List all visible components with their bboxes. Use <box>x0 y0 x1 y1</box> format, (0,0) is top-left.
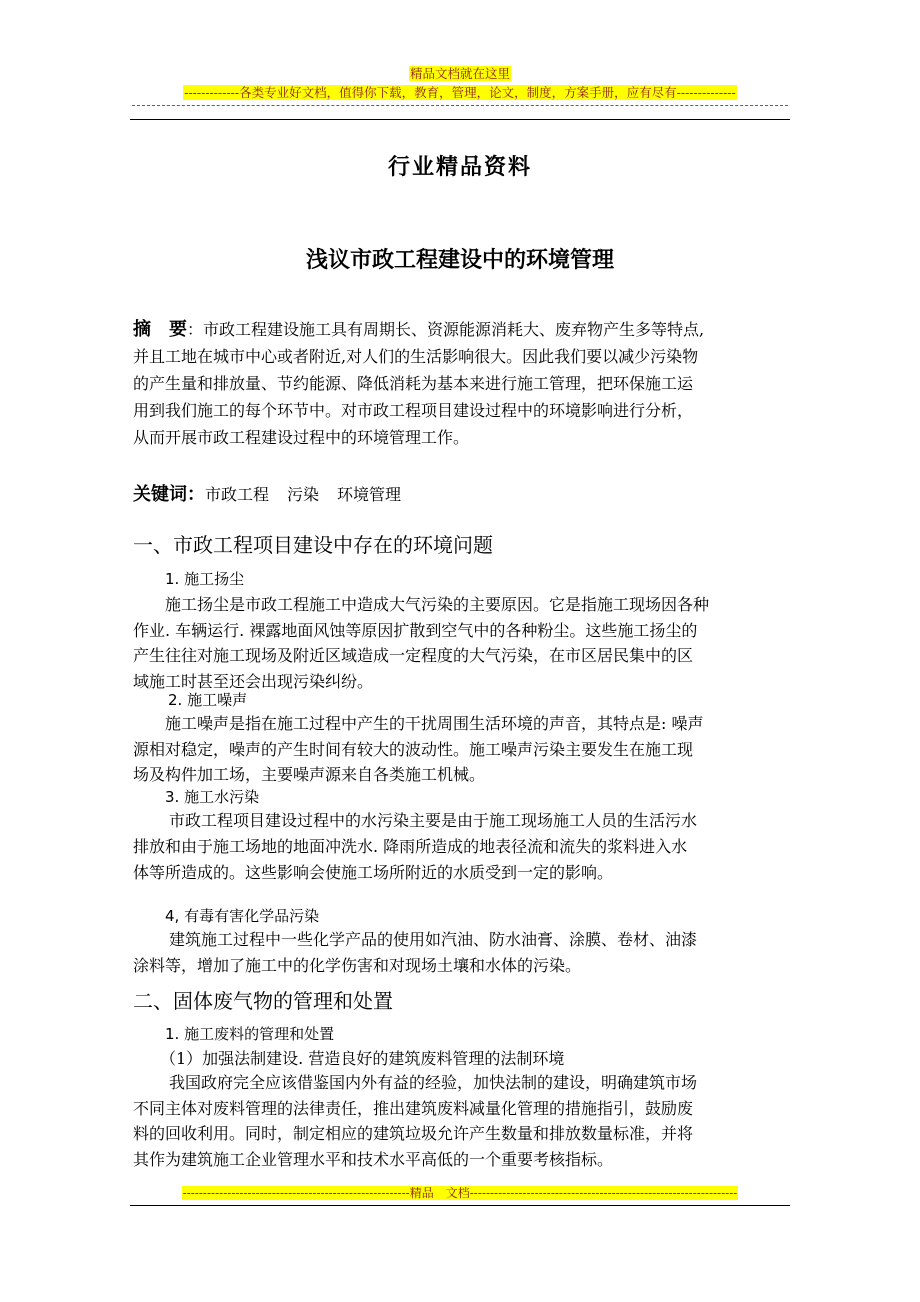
abstract-line-4: 用到我们施工的每个环节中。对市政工程项目建设过程中的环境影响进行分析， <box>133 401 694 420</box>
keyword-1: 市政工程 <box>205 485 270 504</box>
s1-item-2-line-1: 施工噪声是指在施工过程中产生的干扰周围生活环境的声音，其特点是: 噪声 <box>165 714 704 733</box>
abstract-line-5: 从而开展市政工程建设过程中的环境管理工作。 <box>133 428 470 447</box>
s1-item-3-line-3: 体等所造成的。这些影响会使施工场所附近的水质受到一定的影响。 <box>133 863 614 882</box>
header-line-1 <box>0 66 920 82</box>
section-2-heading: 二、固体废气物的管理和处置 <box>133 989 393 1013</box>
keywords-label: 关键词 <box>133 484 187 505</box>
s1-item-1-title: 1. 施工扬尘 <box>165 570 245 588</box>
s1-item-4-line-2: 涂料等，增加了施工中的化学伤害和对现场土壤和水体的污染。 <box>133 956 582 975</box>
s1-item-2-body <box>133 711 793 788</box>
document-title: 浅议市政工程建设中的环境管理 <box>305 248 614 273</box>
s2-line-3: 料的回收利用。同时，制定相应的建筑垃圾允许产生数量和排放数量标准，并将 <box>133 1124 694 1143</box>
s1-item-2-line-2: 源相对稳定，噪声的产生时间有较大的波动性。施工噪声污染主要发生在施工现 <box>133 739 694 759</box>
section-1-heading: 一、市政工程项目建设中存在的环境问题 <box>133 533 493 557</box>
s2-line-1: 我国政府完全应该借鉴国内外有益的经验，加快法制的建设，明确建筑市场 <box>169 1073 698 1092</box>
s1-item-3-title: 3. 施工水污染 <box>165 788 260 806</box>
s1-item-1-line-2: 作业. 车辆运行. 裸露地面风蚀等原因扩散到空气中的各种粉尘。这些施工扬尘的 <box>133 620 698 640</box>
keyword-2: 污染 <box>287 485 320 504</box>
abstract-line-1 <box>133 316 793 343</box>
keywords: 关键词：市政工程 污染 环境管理 <box>133 484 402 505</box>
s2-sub-title: （1）加强法制建设. 营造良好的建筑废料管理的法制环境 <box>160 1049 565 1068</box>
header-line-2 <box>0 85 920 101</box>
footer-text: --------------------------------------------------------精品 文档------------------------------------------------------------------ <box>182 1186 738 1200</box>
s1-item-4-body <box>133 927 793 979</box>
s2-line-2: 不同主体对废料管理的法律责任，推出建筑废料减量化管理的措施指引，鼓励废 <box>133 1098 694 1118</box>
s1-item-1-line-3: 产生往往对施工现场及附近区域造成一定程度的大气污染，在市区居民集中的区 <box>133 646 694 665</box>
s1-item-2-line-3: 场及构件加工场，主要噪声源来自各类施工机械。 <box>133 765 486 784</box>
s1-item-3-body <box>133 808 793 886</box>
category-title: 行业精品资料 <box>387 155 532 180</box>
s2-body <box>133 1070 793 1172</box>
s1-item-4-line-1: 建筑施工过程中一些化学产品的使用如汽油、防水油膏、涂膜、卷材、油漆 <box>169 930 698 949</box>
s1-item-1-line-4: 域施工时甚至还会出现污染纠纷。 <box>133 671 374 691</box>
s1-item-1-body <box>133 592 793 694</box>
header-dashed-divider <box>132 105 788 106</box>
keyword-3: 环境管理 <box>337 485 402 504</box>
s2-item-1-title: 1. 施工废料的管理和处置 <box>165 1025 335 1043</box>
abstract-text-1: ：市政工程建设施工具有周期长、资源能源消耗大、废弃物产生多等特点, <box>187 320 705 339</box>
s2-line-4: 其作为建筑施工企业管理水平和技术水平高低的一个重要考核指标。 <box>133 1149 614 1169</box>
header-text-2: -------------各类专业好文档，值得你下载，教育，管理，论文，制度，方案手册，应有尽有-------------- <box>184 85 736 100</box>
abstract-line-3: 的产生量和排放量、节约能源、降低消耗为基本来进行施工管理，把环保施工运 <box>133 374 694 393</box>
abstract-label: 摘 要 <box>133 319 187 340</box>
abstract <box>133 316 793 451</box>
footer-rule <box>130 1205 790 1206</box>
s1-item-2-title: 2. 施工噪声 <box>168 691 248 709</box>
header-text-1: 精品文档就在这里 <box>409 66 510 81</box>
footer-line <box>0 1185 920 1201</box>
abstract-line-2: 并且工地在城市中心或者附近,对人们的生活影响很大。因此我们要以减少污染物 <box>133 347 699 366</box>
s1-item-4-title: 4, 有毒有害化学品污染 <box>165 907 320 925</box>
s1-item-1-line-1: 施工扬尘是市政工程施工中造成大气污染的主要原因。它是指施工现场因各种 <box>165 595 710 614</box>
s1-item-3-line-2: 排放和由于施工场地的地面冲洗水. 降雨所造成的地表径流和流失的浆料进入水 <box>133 837 688 856</box>
s1-item-3-line-1: 市政工程项目建设过程中的水污染主要是由于施工现场施工人员的生活污水 <box>169 811 698 830</box>
header-rule <box>130 119 790 120</box>
